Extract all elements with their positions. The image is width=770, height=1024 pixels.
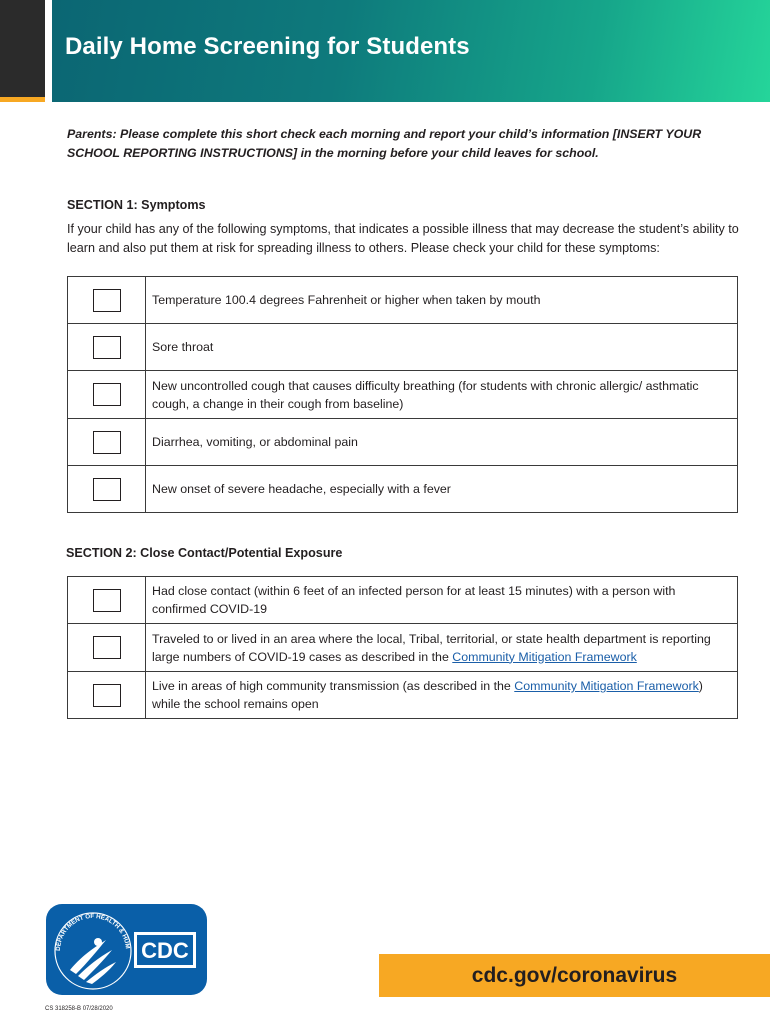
table-row: [68, 624, 738, 672]
exposure-label-text: Traveled to or lived in an area where the local, Tribal, territorial, or state health department is reporting large numbers of COVID-19 cases as described in the: [152, 631, 711, 664]
svg-text:DEPARTMENT OF HEALTH & HUMAN S: [46, 904, 131, 951]
exposure-checkbox-transmission[interactable]: [93, 684, 121, 707]
exposure-label: Had close contact (within 6 feet of an infected person for at least 15 minutes) with a person with confirmed COVID-19: [146, 577, 738, 624]
symptom-checkbox-sore-throat[interactable]: [93, 336, 121, 359]
community-mitigation-link[interactable]: Community Mitigation Framework: [514, 679, 699, 693]
exposure-label: [146, 624, 738, 672]
symptom-checkbox-headache[interactable]: [93, 478, 121, 501]
symptom-label: New uncontrolled cough that causes difficulty breathing (for students with chronic allergic/ asthmatic cough, a change in their cough from baseline): [146, 371, 738, 419]
section1-title: SECTION 1: Symptoms: [67, 198, 206, 212]
symptom-label: Temperature 100.4 degrees Fahrenheit or higher when taken by mouth: [146, 277, 738, 324]
table-row: [68, 577, 738, 624]
section1-description: If your child has any of the following symptoms, that indicates a possible illness that may decrease the student’s ability to learn and also put them at risk for spreading illness to others. Please check your child for these symptoms:: [67, 222, 739, 255]
symptom-checkbox-fever[interactable]: [93, 289, 121, 312]
symptoms-table: [67, 276, 738, 513]
exposure-label-text: Live in areas of high community transmission (as described in the: [152, 679, 515, 693]
community-mitigation-link[interactable]: Community Mitigation Framework: [452, 649, 637, 664]
table-row: [68, 466, 738, 513]
exposure-table: [67, 576, 738, 719]
header-accent-bar: [0, 0, 45, 102]
table-row: [68, 324, 738, 371]
hhs-cdc-logo-block: [46, 904, 207, 995]
section2-title: SECTION 2: Close Contact/Potential Exposure: [66, 546, 343, 560]
symptom-checkbox-diarrhea[interactable]: [93, 431, 121, 454]
exposure-checkbox-travel[interactable]: [93, 636, 121, 659]
page-title: Daily Home Screening for Students: [65, 33, 470, 60]
exposure-checkbox-close-contact[interactable]: [93, 589, 121, 612]
cdc-logo-text: CDC: [141, 938, 189, 963]
cdc-url-banner: cdc.gov/coronavirus: [379, 954, 770, 997]
symptom-checkbox-cough[interactable]: [93, 383, 121, 406]
document-id: CS 318258-B 07/28/2020: [45, 1006, 113, 1012]
symptom-label: Sore throat: [146, 324, 738, 371]
table-row: [68, 672, 738, 719]
table-row: [68, 277, 738, 324]
exposure-label: [146, 672, 738, 719]
table-row: [68, 419, 738, 466]
symptom-label: New onset of severe headache, especially with a fever: [146, 466, 738, 513]
exposure-label-text: ) while the school remains open: [152, 679, 703, 711]
intro-text: Parents: Please complete this short check each morning and report your child’s information [INSERT YOUR SCHOOL REPORTING INSTRUCTIONS] in the morning before your child leaves for school.: [67, 127, 702, 160]
header-banner: [52, 0, 770, 102]
hhs-seal-text: DEPARTMENT OF HEALTH & HUM: [54, 912, 131, 952]
hhs-seal-icon: [46, 904, 207, 995]
table-row: [68, 371, 738, 419]
symptom-label: Diarrhea, vomiting, or abdominal pain: [146, 419, 738, 466]
